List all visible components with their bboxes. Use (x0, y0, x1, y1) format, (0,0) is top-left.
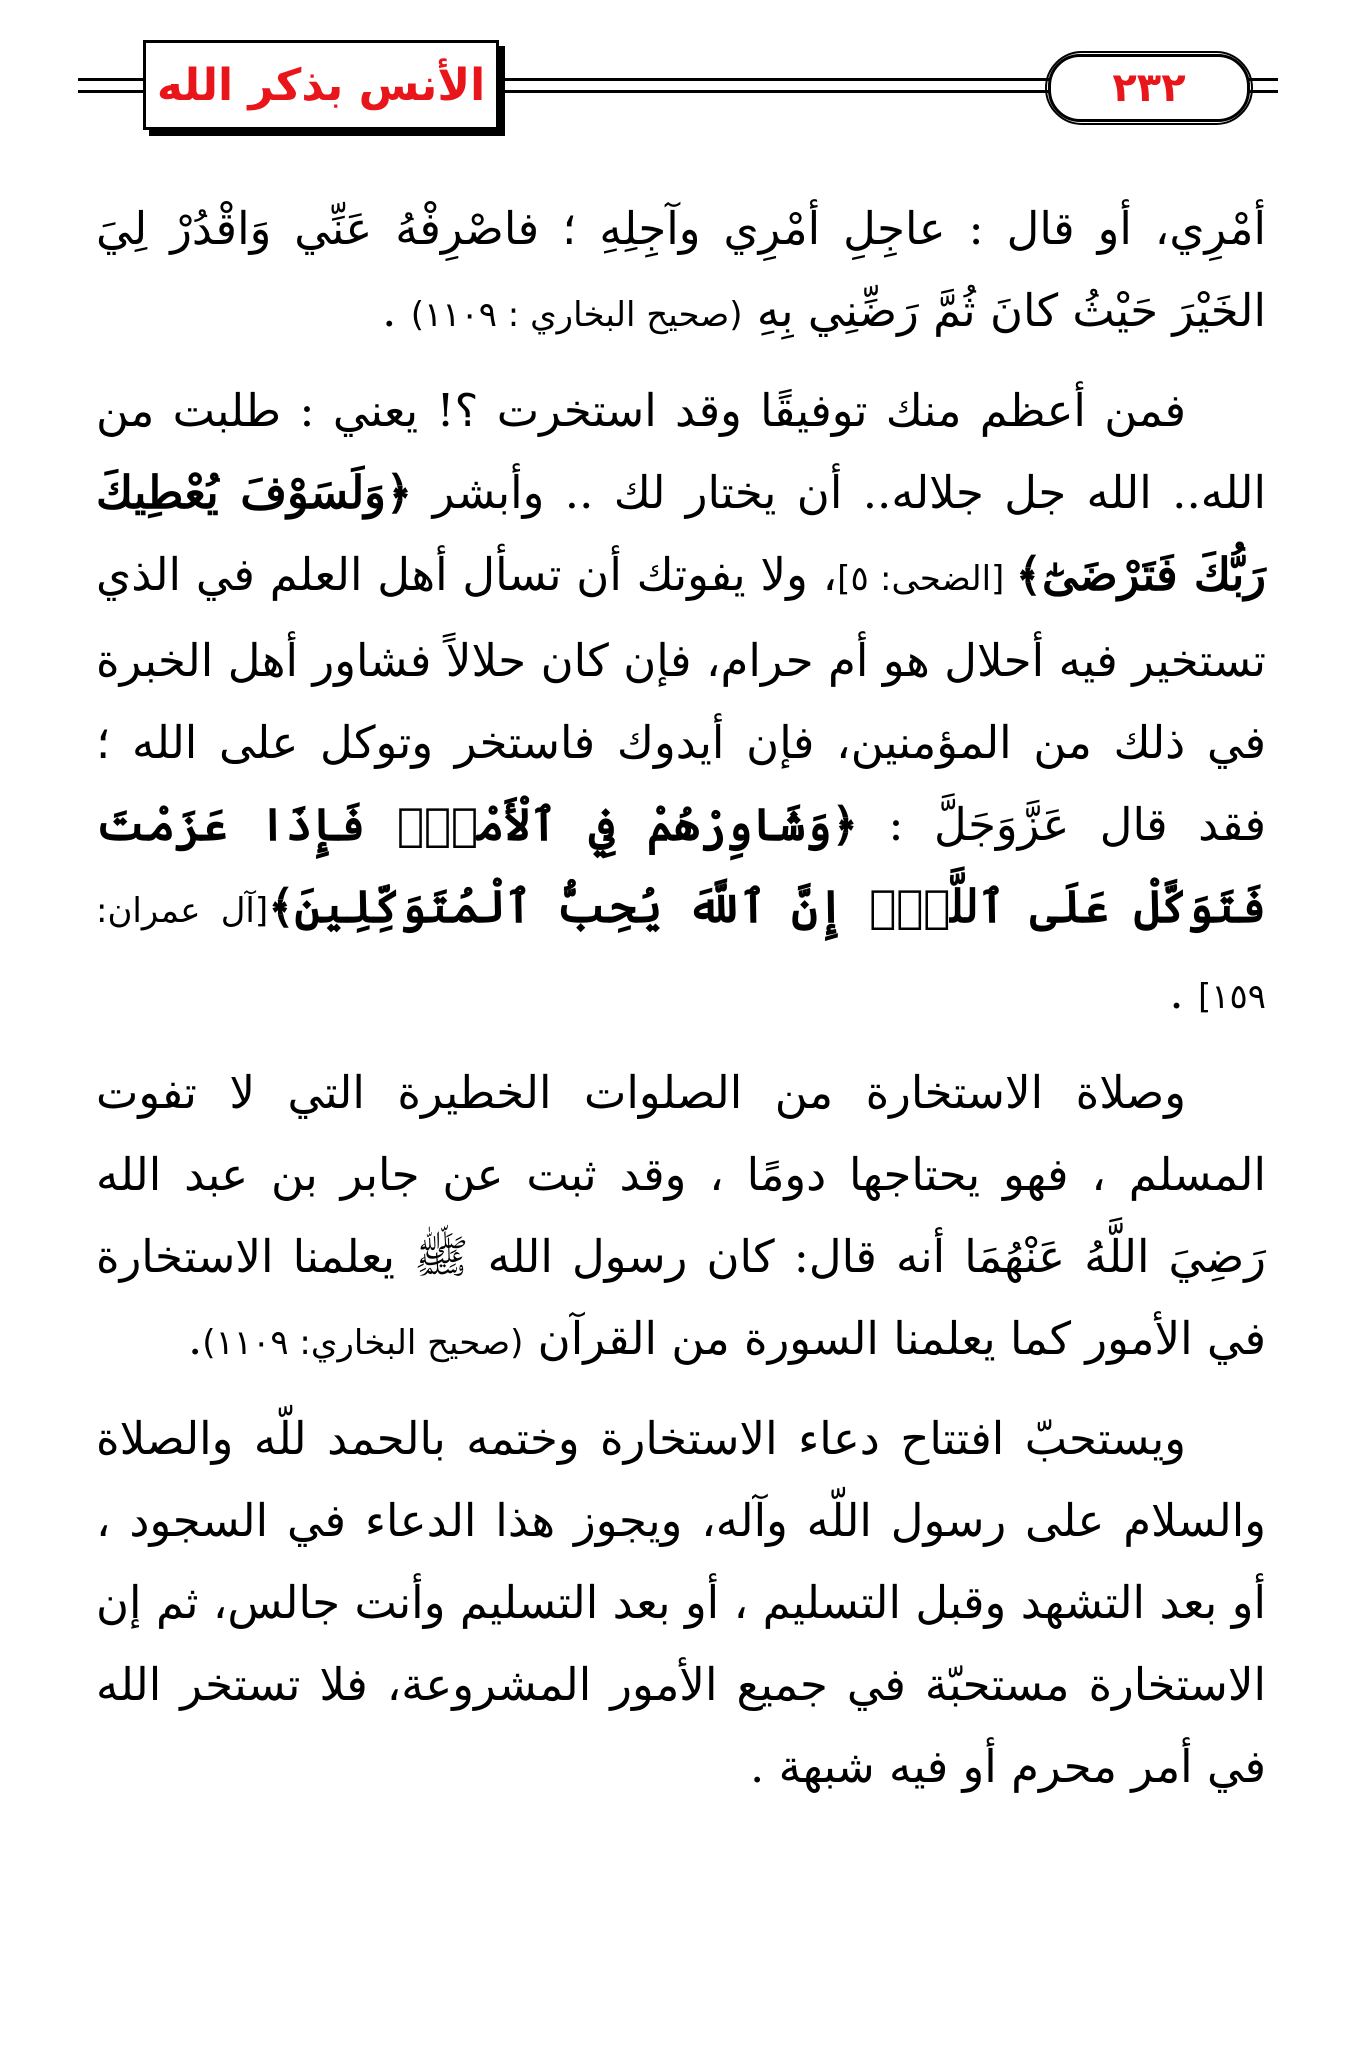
page-header (0, 0, 1356, 180)
body-text: . (187, 1312, 203, 1365)
citation: [الضحى: ٥] (837, 559, 1016, 599)
citation: (صحيح البخاري : ١١٠٩) (410, 295, 743, 335)
paragraph-p2 (96, 370, 1266, 1038)
body-text: ويستحبّ افتتاح دعاء الاستخارة وختمه بالحمد للّه والصلاة والسلام على رسول اللّه وآله، ويجوز هذا الدعاء في السجود ، أو بعد التشهد وقبل التسليم ، أو بعد التسليم وأنت جالس، ثم إن الاستخارة مستحبّة في جميع الأمور المشروعة، فلا تستخر الله في أمر محرم أو فيه شبهة . (96, 1412, 1266, 1793)
citation: (صحيح البخاري: ١١٠٩) (202, 1323, 524, 1363)
book-title: الأنس بذكر الله (156, 59, 486, 111)
page-body (96, 188, 1266, 1822)
paragraph-p3 (96, 1052, 1266, 1384)
body-text: ، ولا يفوتك أن تسأل أهل العلم في الذي تستخير فيه أحلال هو أم حرام، فإن كان حلالاً فشاور أهل الخبرة في ذلك من المؤمنين، فإن أيدوك فاستخر وتوكل على الله ؛ فقد قال عَزَّوَجَلَّ : (96, 548, 1267, 851)
book-title-box (143, 40, 499, 130)
citation: [آل عمران: ١٥٩] (96, 891, 1266, 1017)
body-text: وصلاة الاستخارة من الصلوات الخطيرة التي لا تفوت المسلم ، فهو يحتاجها دومًا ، وقد ثبت عن جابر بن عبد الله رَضِيَ اللَّهُ عَنْهُمَا أنه قال: كان رسول الله ﷺ يعلمنا الاستخارة في الأمور كما يعلمنا السورة من القرآن (96, 1066, 1266, 1365)
quran-verse: ﴿وَشَاوِرْهُمْ فِي ٱلْأَمْرِۖ فَإِذَا عَزَمْتَ فَتَوَكَّلْ عَلَى ٱللَّهِۚ إِنَّ ٱللَّهَ يُحِبُّ ٱلْمُتَوَكِّلِينَ﴾ (96, 798, 1266, 933)
body-text: . (1169, 966, 1198, 1019)
body-text: أمْرِي، أو قال : عاجِلِ أمْرِي وآجِلِهِ ؛ فاصْرِفْهُ عَنِّي وَاقْدُرْ لِيَ الخَيْرَ حَيْثُ كانَ ثُمَّ رَضِّنِي بِهِ (96, 202, 1266, 337)
body-text: . (382, 284, 411, 337)
paragraph-p4 (96, 1398, 1266, 1808)
quran-verse: ﴿وَلَسَوْفَ يُعْطِيكَ رَبُّكَ فَتَرْضَىٰٓ﴾ (96, 466, 1266, 601)
body-text: فمن أعظم منك توفيقًا وقد استخرت ؟! يعني : طلبت من الله.. الله جل جلاله.. أن يختار لك .. وأبشر (96, 384, 1267, 519)
page-number-badge (1048, 54, 1250, 122)
page-number: ٢٣٢ (1112, 65, 1186, 111)
paragraph-p1 (96, 188, 1266, 356)
